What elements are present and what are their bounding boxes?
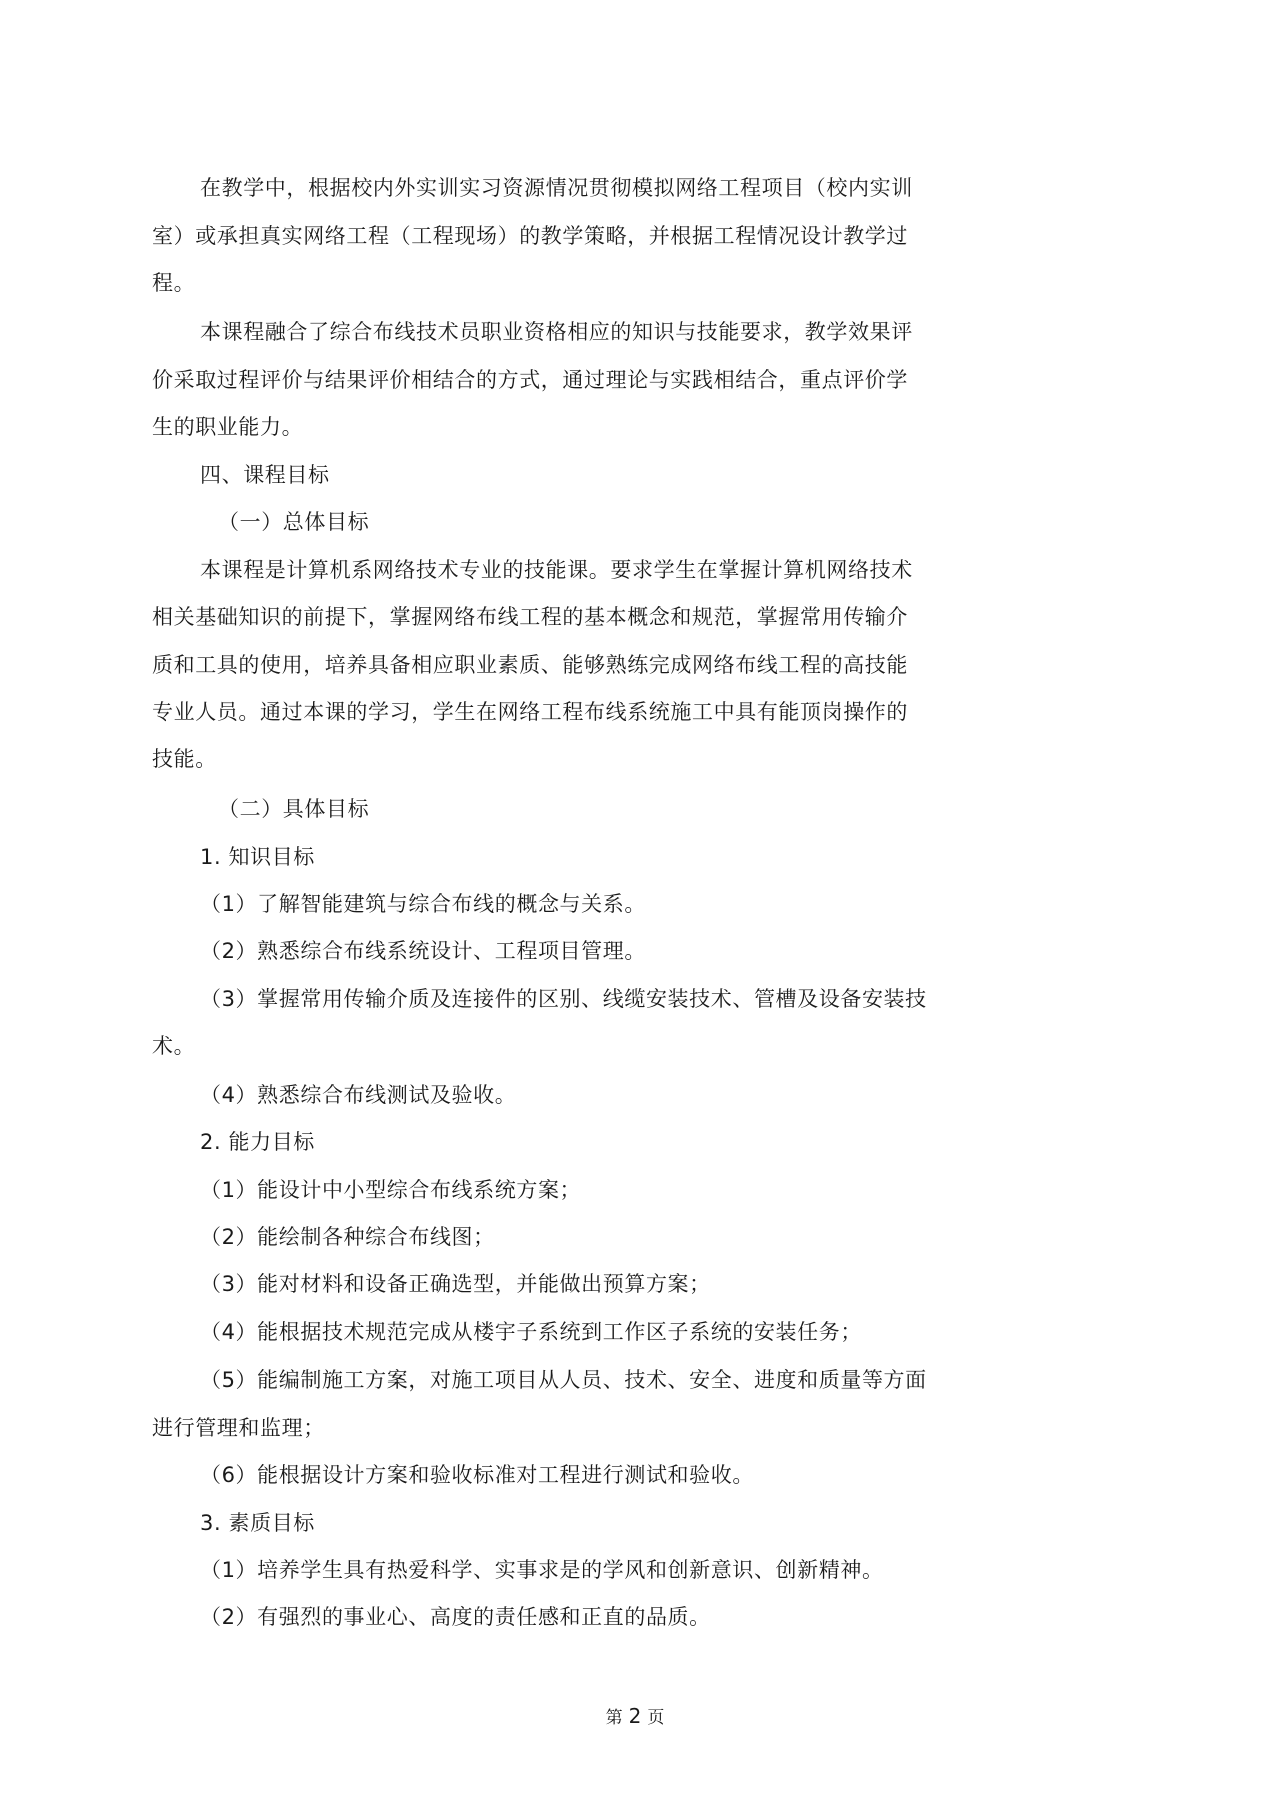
paragraph-line: 相关基础知识的前提下，掌握网络布线工程的基本概念和规范，掌握常用传输介 <box>152 605 908 629</box>
paragraph-line: 质和工具的使用，培养具备相应职业素质、能够熟练完成网络布线工程的高技能 <box>152 653 908 677</box>
list-item-continuation: 术。 <box>152 1034 196 1058</box>
list-item: （2）有强烈的事业心、高度的责任感和正直的品质。 <box>200 1605 711 1629</box>
subsection-heading: （一）总体目标 <box>218 510 370 534</box>
list-heading: 3. 素质目标 <box>200 1511 315 1535</box>
list-item: （2）熟悉综合布线系统设计、工程项目管理。 <box>200 939 646 963</box>
paragraph-line: 程。 <box>152 271 196 295</box>
paragraph-line: 技能。 <box>152 747 217 771</box>
list-item: （1）培养学生具有热爱科学、实事求是的学风和创新意识、创新精神。 <box>200 1558 884 1582</box>
paragraph-line: 在教学中，根据校内外实训实习资源情况贯彻模拟网络工程项目（校内实训 <box>200 176 913 200</box>
list-item: （2）能绘制各种综合布线图； <box>200 1225 495 1249</box>
paragraph-line: 价采取过程评价与结果评价相结合的方式，通过理论与实践相结合，重点评价学 <box>152 368 908 392</box>
paragraph-line: 本课程是计算机系网络技术专业的技能课。要求学生在掌握计算机网络技术 <box>200 558 913 582</box>
paragraph-line: 生的职业能力。 <box>152 415 304 439</box>
footer-suffix: 页 <box>647 1708 665 1728</box>
list-item: （4）熟悉综合布线测试及验收。 <box>200 1083 517 1107</box>
list-item: （5）能编制施工方案，对施工项目从人员、技术、安全、进度和质量等方面 <box>200 1368 927 1392</box>
list-item: （3）能对材料和设备正确选型，并能做出预算方案； <box>200 1272 711 1296</box>
list-item: （4）能根据技术规范完成从楼宇子系统到工作区子系统的安装任务； <box>200 1320 862 1344</box>
list-heading: 1. 知识目标 <box>200 845 315 869</box>
list-item: （6）能根据设计方案和验收标准对工程进行测试和验收。 <box>200 1463 754 1487</box>
paragraph-line: 专业人员。通过本课的学习，学生在网络工程布线系统施工中具有能顶岗操作的 <box>152 700 908 724</box>
section-heading: 四、课程目标 <box>200 463 330 487</box>
list-heading: 2. 能力目标 <box>200 1130 315 1154</box>
footer-prefix: 第 <box>605 1708 623 1728</box>
list-item-continuation: 进行管理和监理； <box>152 1416 325 1440</box>
paragraph-line: 本课程融合了综合布线技术员职业资格相应的知识与技能要求，教学效果评 <box>200 320 913 344</box>
list-item: （1）了解智能建筑与综合布线的概念与关系。 <box>200 892 646 916</box>
page-number: 2 <box>628 1704 642 1728</box>
list-item: （3）掌握常用传输介质及连接件的区别、线缆安装技术、管槽及设备安装技 <box>200 987 927 1011</box>
page-footer <box>0 1704 1270 1730</box>
list-item: （1）能设计中小型综合布线系统方案； <box>200 1178 582 1202</box>
paragraph-line: 室）或承担真实网络工程（工程现场）的教学策略，并根据工程情况设计教学过 <box>152 224 908 248</box>
subsection-heading: （二）具体目标 <box>218 797 370 821</box>
